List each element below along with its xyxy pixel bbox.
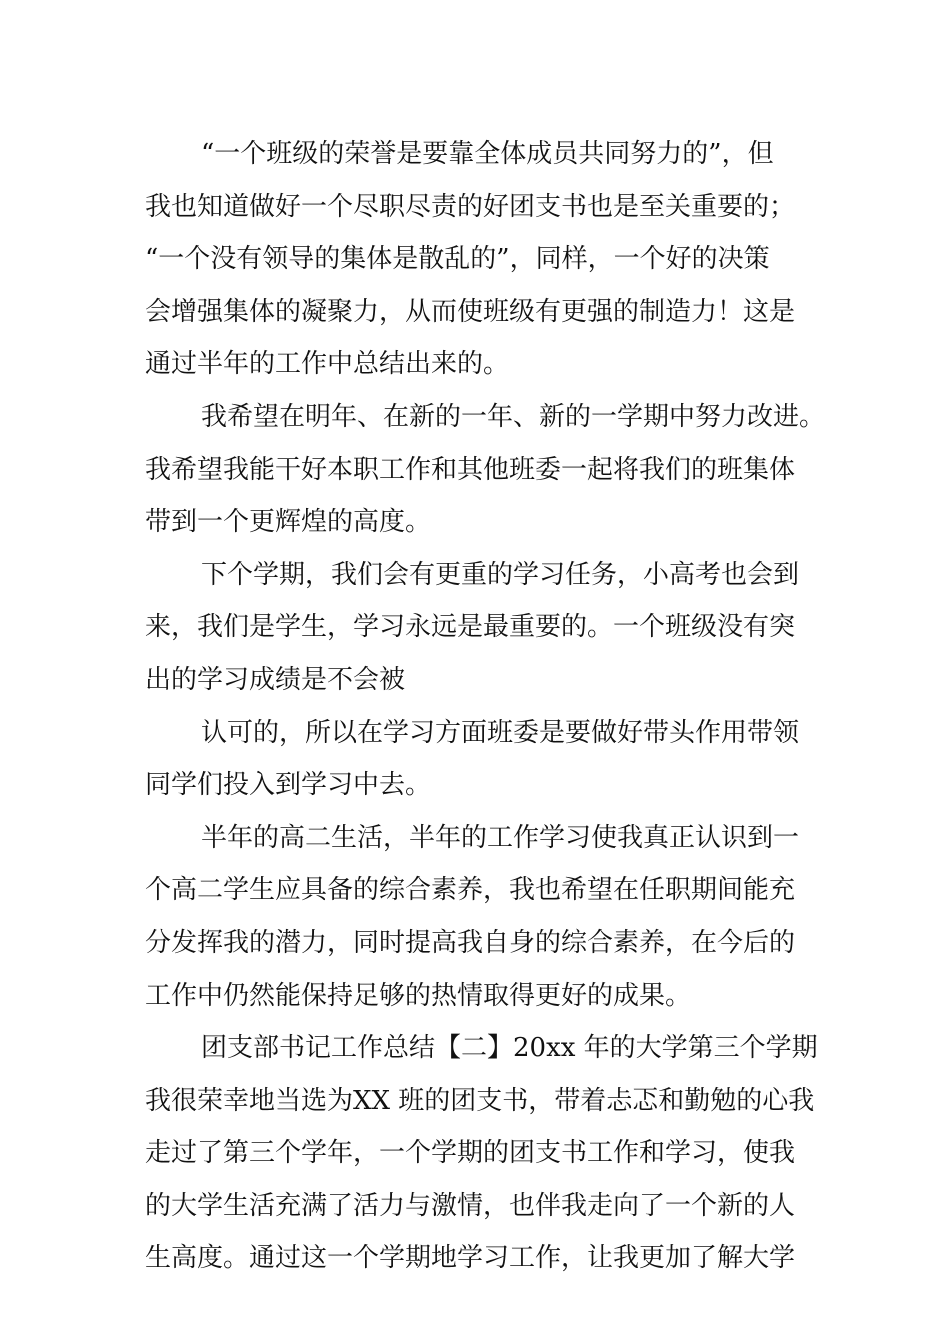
text-line: 我希望我能干好本职工作和其他班委一起将我们的班集体 — [145, 454, 796, 485]
text-line: “一个没有领导的集体是散乱的”，同样，一个好的决策 — [145, 244, 770, 275]
text-line: 的大学生活充满了活力与激情，也伴我走向了一个新的人 — [145, 1190, 796, 1221]
text-line: 出的学习成绩是不会被 — [145, 664, 406, 695]
text-line: 我很荣幸地当选为XX 班的团支书，带着忐忑和勤勉的心我 — [145, 1085, 815, 1116]
text-line: 同学们投入到学习中去。 — [145, 770, 432, 801]
text-line: 个高二学生应具备的综合素养，我也希望在任职期间能充 — [145, 875, 796, 906]
text-line: 我也知道做好一个尽职尽责的好团支书也是至关重要的； — [145, 191, 796, 222]
text-line: 带到一个更辉煌的高度。 — [145, 507, 432, 538]
text-line: 认可的，所以在学习方面班委是要做好带头作用带领 — [201, 717, 800, 748]
text-line: 半年的高二生活，半年的工作学习使我真正认识到一 — [201, 822, 800, 853]
text-line: 会增强集体的凝聚力，从而使班级有更强的制造力！这是 — [145, 296, 796, 327]
text-line: 下个学期，我们会有更重的学习任务，小高考也会到 — [201, 559, 800, 590]
text-line: 走过了第三个学年，一个学期的团支书工作和学习，使我 — [145, 1138, 796, 1169]
text-line: 团支部书记工作总结【二】20xx 年的大学第三个学期 — [201, 1033, 818, 1064]
text-line: 我希望在明年、在新的一年、新的一学期中努力改进。 — [201, 401, 826, 432]
text-line: 分发挥我的潜力，同时提高我自身的综合素养，在今后的 — [145, 927, 796, 958]
body-text — [145, 128, 826, 1285]
text-line: 来，我们是学生，学习永远是最重要的。一个班级没有突 — [145, 612, 796, 643]
text-line: 通过半年的工作中总结出来的。 — [145, 349, 510, 380]
text-line: 生高度。通过这一个学期地学习工作，让我更加了解大学 — [145, 1243, 796, 1274]
text-line: 工作中仍然能保持足够的热情取得更好的成果。 — [145, 980, 692, 1011]
text-line: “一个班级的荣誉是要靠全体成员共同努力的”，但 — [201, 139, 774, 169]
